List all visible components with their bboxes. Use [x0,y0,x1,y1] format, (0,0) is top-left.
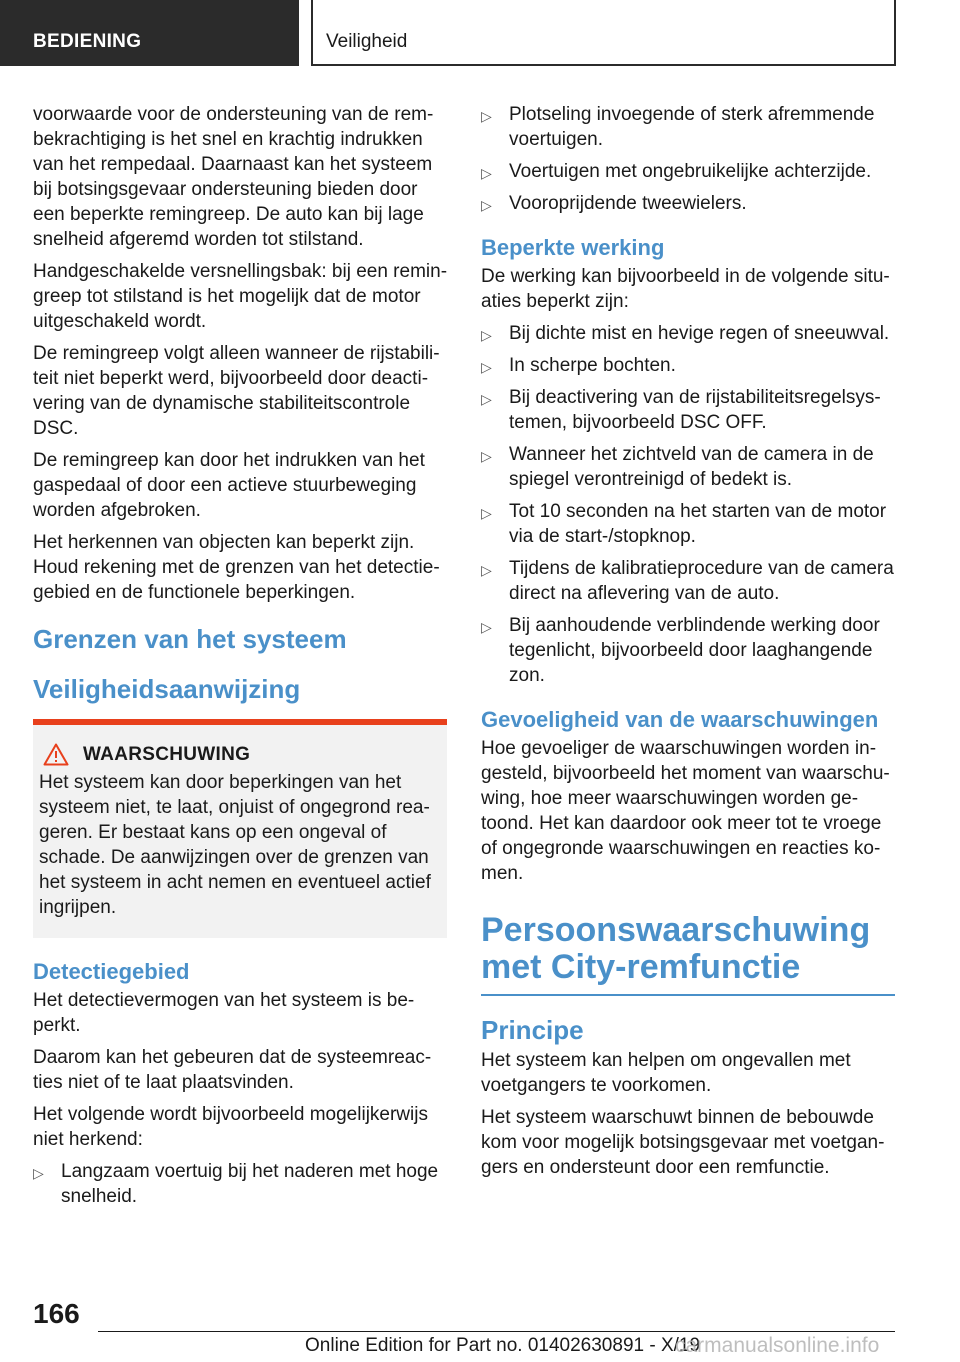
footer-edition: Online Edition for Part no. 01402630891 - X/19 [305,1335,701,1356]
header-topic-tab [311,0,896,66]
list-item: ▷ Bij aanhoudende verblindende werking door tegenlicht, bijvoorbeeld door laaghangende zon. [481,615,880,686]
footer-watermark: carmanualsonline.info [675,1334,880,1357]
header-topic-label: Veiligheid [326,31,408,52]
paragraph: De remingreep kan door het indrukken van het gaspedaal of door een actieve stuurbeweging worden afgebroken. [33,450,425,521]
paragraph: Het systeem waarschuwt binnen de bebouwde kom voor mogelijk botsingsgevaar met voetgangers en ondersteunt door een remfunctie. [481,1107,885,1178]
header-section-label: BEDIENING [33,31,142,52]
triangle-bullet-icon: ▷ [481,448,492,464]
warning-text: Het systeem kan door beperkingen van het systeem niet, te laat, onjuist of ongegrond reageren. Er bestaat kans op een ongeval of schade. De aanwijzingen over de grenzen van het systeem in acht nemen en eventueel actief ingrijpen. [39,772,431,918]
list-item: ▷ Vooroprijdende tweewielers. [481,191,895,216]
paragraph: De werking kan bijvoorbeeld in de volgende situaties beperkt zijn: [481,266,890,312]
sensitivity-heading: Gevoeligheid van de waarschuwingen [481,707,879,732]
list-item: ▷ Tot 10 seconden na het starten van de motor via de start-/stopknop. [481,501,887,547]
list-item: ▷ Bij deactivering van de rijstabiliteitsregelsystemen, bijvoorbeeld DSC OFF. [481,387,881,433]
list-item: ▷ Tijdens de kalibratieprocedure van de camera direct na aflevering van de auto. [481,558,894,604]
paragraph: Het systeem kan helpen om ongevallen met voetgangers te voorkomen. [481,1050,851,1096]
triangle-bullet-icon: ▷ [481,391,492,407]
warning-header [39,743,437,766]
warning-title: WAARSCHUWING [83,743,251,765]
detection-heading: Detectiegebied [33,959,190,984]
paragraph: Handgeschakelde versnellingsbak: bij een remingreep tot stilstand is het mogelijk dat de motor uitgeschakeld wordt. [33,261,448,332]
warning-triangle-icon [43,743,69,766]
section-heading: Grenzen van het systeem [33,624,347,654]
safety-heading: Veiligheidsaanwijzing [33,674,301,704]
triangle-bullet-icon: ▷ [481,505,492,521]
limited-heading: Beperkte werking [481,235,665,260]
page-number: 166 [33,1298,80,1329]
triangle-bullet-icon: ▷ [481,197,492,213]
principle-heading: Principe [481,1015,584,1045]
footer-divider [98,1331,895,1332]
limited-list [481,321,895,688]
triangle-bullet-icon: ▷ [33,1165,44,1181]
left-column [33,102,447,1216]
list-item: ▷ Plotseling invoegende of sterk afremmende voertuigen. [481,104,875,150]
warning-box [33,719,447,938]
right-column [481,102,895,1187]
triangle-bullet-icon: ▷ [481,327,492,343]
triangle-bullet-icon: ▷ [481,359,492,375]
list-item: ▷ Bij dichte mist en hevige regen of sneeuwval. [481,321,895,346]
paragraph: Het detectievermogen van het systeem is beperkt. [33,990,415,1036]
paragraph: De remingreep volgt alleen wanneer de rijstabiliteit niet beperkt werd, bijvoorbeeld door deactivering van de dynamische stabiliteitscontrole DSC. [33,343,440,439]
list-item: ▷ In scherpe bochten. [481,353,895,378]
detection-list [33,1159,447,1209]
triangle-bullet-icon: ▷ [481,108,492,124]
paragraph: Het herkennen van objecten kan beperkt zijn. Houd rekening met de grenzen van het detectiegebied en de functionele beperkingen. [33,532,440,603]
chapter-heading: Persoonswaarschuwing met City-remfunctie [481,912,895,996]
list-item: ▷ Wanneer het zichtveld van de camera in de spiegel verontreinigd of bedekt is. [481,444,874,490]
list-item: ▷ Voertuigen met ongebruikelijke achterzijde. [481,159,895,184]
list-item: ▷ Langzaam voertuig bij het naderen met hoge snelheid. [33,1161,439,1207]
paragraph: voorwaarde voor de ondersteuning van de rembekrachtiging is het snel en krachtig indrukken van het rempedaal. Daarnaast kan het systeem bij botsingsgevaar ondersteuning bieden door een beperkte remingreep. De auto kan bij lage snelheid afgeremd worden tot stilstand. [33,104,434,250]
paragraph: Hoe gevoeliger de waarschuwingen worden ingesteld, bijvoorbeeld het moment van waarschuwing, hoe meer waarschuwingen worden getoond. Het kan daardoor ook meer tot te vroege of ongegronde waarschuwingen en reacties komen. [481,738,890,884]
paragraph: Daarom kan het gebeuren dat de systeemreacties niet of te laat plaatsvinden. [33,1047,432,1093]
detection-list-continued [481,102,895,216]
header-section-tab [0,0,299,66]
triangle-bullet-icon: ▷ [481,562,492,578]
paragraph: Het volgende wordt bijvoorbeeld mogelijkerwijs niet herkend: [33,1104,428,1150]
triangle-bullet-icon: ▷ [481,165,492,181]
triangle-bullet-icon: ▷ [481,619,492,635]
